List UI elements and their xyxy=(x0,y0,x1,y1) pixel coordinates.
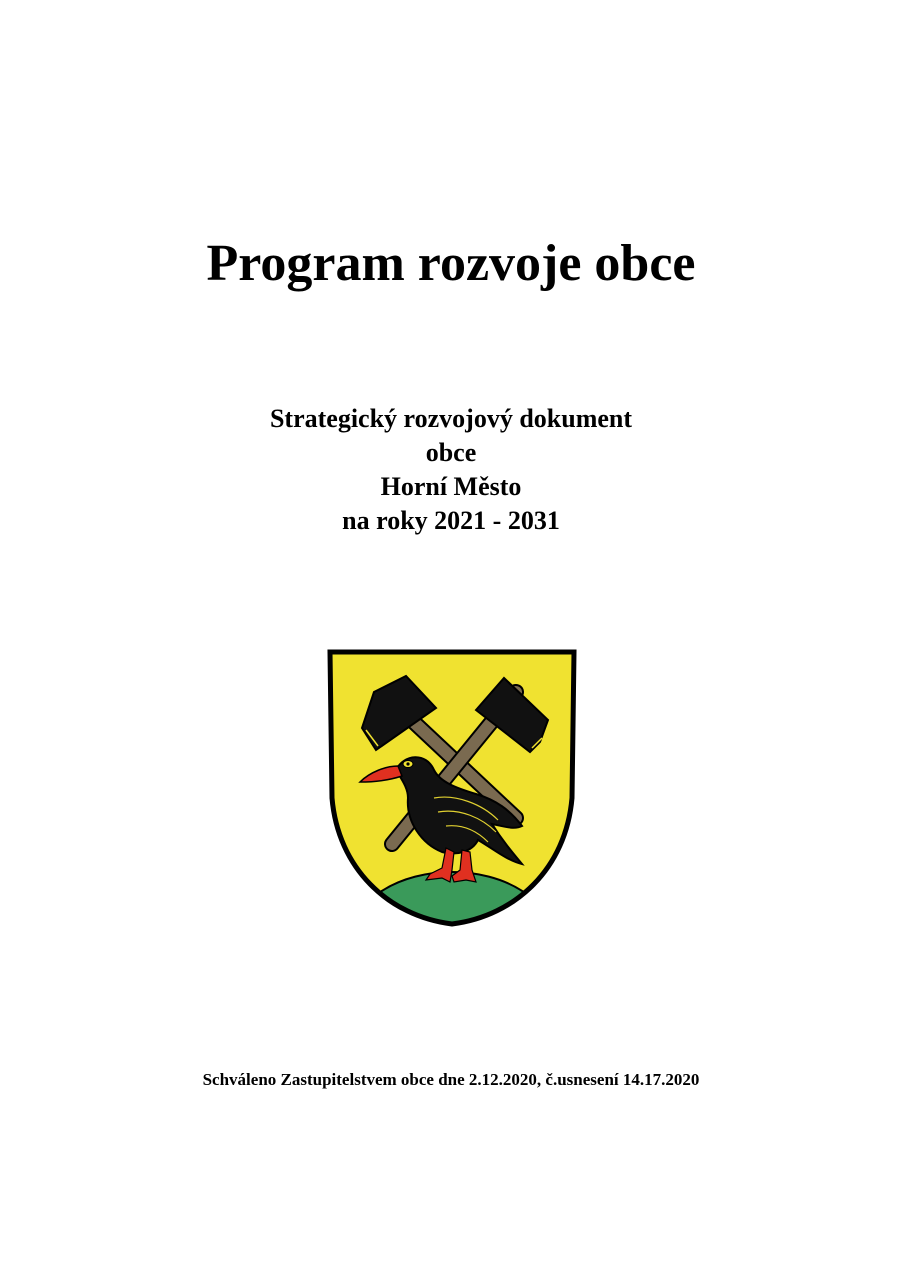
subtitle-line: Strategický rozvojový dokument xyxy=(269,404,633,433)
approval-note: Schváleno Zastupitelstvem obce dne 2.12.2020, č.usnesení 14.17.2020 xyxy=(202,1070,700,1089)
subtitle-line: Horní Město xyxy=(380,472,522,501)
document-title: Program rozvoje obce xyxy=(206,235,696,292)
coat-of-arms-icon xyxy=(326,648,578,928)
subtitle-line: obce xyxy=(425,438,477,467)
document-subtitle xyxy=(0,402,902,538)
coat-of-arms-image xyxy=(326,648,578,928)
subtitle-line: na roky 2021 - 2031 xyxy=(342,506,560,535)
